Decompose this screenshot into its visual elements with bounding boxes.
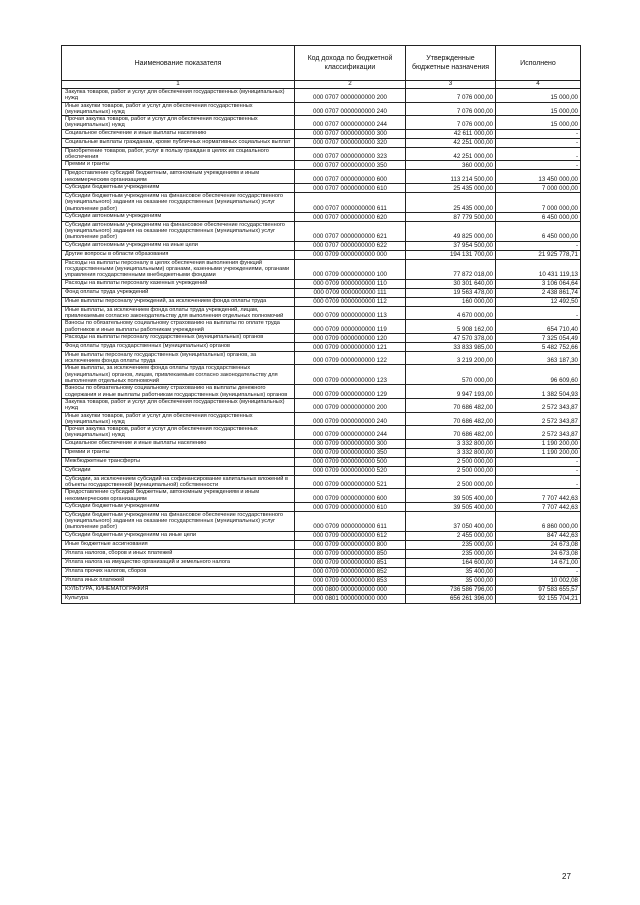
cell-approved-amount: 30 301 640,00 <box>406 279 496 288</box>
cell-income-code: 000 0709 0000000000 244 <box>295 426 406 440</box>
table-row <box>62 241 581 250</box>
cell-approved-amount: 25 435 000,00 <box>406 183 496 192</box>
cell-approved-amount: 3 332 800,00 <box>406 439 496 448</box>
table-row <box>62 306 581 320</box>
cell-executed-amount: 7 325 054,49 <box>496 333 581 342</box>
cell-income-code: 000 0709 0000000000 121 <box>295 342 406 351</box>
cell-indicator-name: Закупка товаров, работ и услуг для обеспечения государственных (муниципальных) нужд <box>62 89 295 103</box>
cell-approved-amount: 25 435 000,00 <box>406 192 496 212</box>
cell-indicator-name: КУЛЬТУРА, КИНЕМАТОГРАФИЯ <box>62 585 295 594</box>
cell-executed-amount: - <box>496 306 581 320</box>
table-row <box>62 549 581 558</box>
cell-executed-amount: 15 000,00 <box>496 116 581 130</box>
cell-approved-amount: 47 570 378,00 <box>406 333 496 342</box>
cell-executed-amount: - <box>496 457 581 466</box>
cell-executed-amount: - <box>496 475 581 489</box>
cell-approved-amount: 33 833 985,00 <box>406 342 496 351</box>
cell-approved-amount: 2 500 000,00 <box>406 457 496 466</box>
cell-approved-amount: 39 505 400,00 <box>406 489 496 503</box>
cell-indicator-name: Закупка товаров, работ и услуг для обеспечения государственных (муниципальных) нужд <box>62 398 295 412</box>
cell-indicator-name: Субсидии бюджетным учреждениям на иные цели <box>62 531 295 540</box>
cell-income-code: 000 0709 0000000000 611 <box>295 511 406 531</box>
cell-executed-amount: - <box>496 466 581 475</box>
table-row <box>62 170 581 184</box>
cell-executed-amount: 24 673,08 <box>496 549 581 558</box>
cell-indicator-name: Иные закупки товаров, работ и услуг для обеспечения государственных (муниципальных) нужд <box>62 102 295 116</box>
table-row <box>62 475 581 489</box>
cell-indicator-name: Расходы на выплаты персоналу казенных учреждений <box>62 279 295 288</box>
cell-approved-amount: 3 332 800,00 <box>406 448 496 457</box>
cell-indicator-name: Субсидии, за исключением субсидий на софинансирование капитальных вложений в объекты государственной (муниципальной) собственности <box>62 475 295 489</box>
cell-income-code: 000 0709 0000000000 851 <box>295 558 406 567</box>
cell-indicator-name: Иные бюджетные ассигнования <box>62 540 295 549</box>
table-row <box>62 129 581 138</box>
cell-indicator-name: Прочая закупка товаров, работ и услуг для обеспечения государственных (муниципальных) нужд <box>62 116 295 130</box>
table-row <box>62 531 581 540</box>
table-row <box>62 102 581 116</box>
table-row <box>62 558 581 567</box>
cell-indicator-name: Расходы на выплаты персоналу государственных (муниципальных) органов <box>62 333 295 342</box>
cell-approved-amount: 113 214 500,00 <box>406 170 496 184</box>
table-row <box>62 342 581 351</box>
cell-approved-amount: 42 251 000,00 <box>406 138 496 147</box>
cell-executed-amount: 2 572 343,87 <box>496 426 581 440</box>
cell-approved-amount: 49 825 000,00 <box>406 221 496 241</box>
cell-indicator-name: Взносы по обязательному социальному страхованию на выплаты денежного содержания и иные выплаты работникам государственных (муниципальных) органов <box>62 385 295 399</box>
cell-indicator-name: Иные выплаты, за исключением фонда оплаты труда государственных (муниципальных) органов, лицам, привлекаемым согласно законодательству для выполнения отдельных полномочий <box>62 365 295 385</box>
cell-income-code: 000 0707 0000000000 622 <box>295 241 406 250</box>
cell-approved-amount: 87 779 500,00 <box>406 212 496 221</box>
cell-approved-amount: 39 505 400,00 <box>406 502 496 511</box>
cell-approved-amount: 70 686 482,00 <box>406 426 496 440</box>
table-row <box>62 576 581 585</box>
table-row <box>62 426 581 440</box>
cell-income-code: 000 0709 0000000000 129 <box>295 385 406 399</box>
cell-income-code: 000 0707 0000000000 620 <box>295 212 406 221</box>
cell-executed-amount: 97 583 655,57 <box>496 585 581 594</box>
cell-indicator-name: Субсидии бюджетным учреждениям на финансовое обеспечение государственного (муниципального) задания на оказание государственных (муниципальных) услуг (выполнение работ) <box>62 192 295 212</box>
cell-indicator-name: Уплата налога на имущество организаций и земельного налога <box>62 558 295 567</box>
cell-income-code: 000 0707 0000000000 323 <box>295 147 406 161</box>
cell-executed-amount: 2 438 861,74 <box>496 288 581 297</box>
cell-executed-amount: 7 000 000,00 <box>496 192 581 212</box>
cell-income-code: 000 0707 0000000000 200 <box>295 89 406 103</box>
cell-executed-amount: 10 002,08 <box>496 576 581 585</box>
table-row <box>62 489 581 503</box>
table-row <box>62 259 581 279</box>
cell-indicator-name: Социальное обеспечение и иные выплаты населению <box>62 439 295 448</box>
cell-income-code: 000 0707 0000000000 621 <box>295 221 406 241</box>
cell-indicator-name: Взносы по обязательному социальному страхованию на выплаты по оплате труда работников и иные выплаты работникам учреждений <box>62 320 295 334</box>
cell-approved-amount: 70 686 482,00 <box>406 412 496 426</box>
table-row <box>62 412 581 426</box>
column-number: 1 <box>62 81 295 89</box>
cell-income-code: 000 0709 0000000000 111 <box>295 288 406 297</box>
cell-income-code: 000 0709 0000000000 000 <box>295 250 406 259</box>
cell-executed-amount: 7 707 442,63 <box>496 502 581 511</box>
table-row <box>62 448 581 457</box>
table-row <box>62 439 581 448</box>
cell-income-code: 000 0801 0000000000 000 <box>295 594 406 603</box>
table-row <box>62 333 581 342</box>
cell-approved-amount: 570 000,00 <box>406 365 496 385</box>
cell-indicator-name: Другие вопросы в области образования <box>62 250 295 259</box>
cell-approved-amount: 5 908 162,00 <box>406 320 496 334</box>
cell-income-code: 000 0709 0000000000 113 <box>295 306 406 320</box>
cell-indicator-name: Иные выплаты персоналу учреждений, за исключением фонда оплаты труда <box>62 297 295 306</box>
cell-executed-amount: - <box>496 567 581 576</box>
cell-executed-amount: 2 572 343,87 <box>496 412 581 426</box>
table-row <box>62 116 581 130</box>
cell-income-code: 000 0709 0000000000 112 <box>295 297 406 306</box>
cell-approved-amount: 360 000,00 <box>406 161 496 170</box>
cell-executed-amount: - <box>496 129 581 138</box>
cell-indicator-name: Премии и гранты <box>62 161 295 170</box>
cell-indicator-name: Субсидии автономным учреждениям <box>62 212 295 221</box>
cell-income-code: 000 0709 0000000000 520 <box>295 466 406 475</box>
cell-executed-amount: - <box>496 147 581 161</box>
cell-executed-amount: 92 155 704,21 <box>496 594 581 603</box>
table-row <box>62 351 581 365</box>
table-row <box>62 585 581 594</box>
cell-executed-amount: 12 492,50 <box>496 297 581 306</box>
table-row <box>62 297 581 306</box>
header-approved: Утвержденные бюджетные назначения <box>406 46 496 81</box>
table-row <box>62 540 581 549</box>
cell-approved-amount: 235 000,00 <box>406 540 496 549</box>
cell-executed-amount: 1 190 200,00 <box>496 439 581 448</box>
cell-indicator-name: Уплата налогов, сборов и иных платежей <box>62 549 295 558</box>
cell-income-code: 000 0709 0000000000 200 <box>295 398 406 412</box>
table-body <box>62 81 581 604</box>
cell-approved-amount: 9 947 193,00 <box>406 385 496 399</box>
cell-income-code: 000 0709 0000000000 100 <box>295 259 406 279</box>
cell-income-code: 000 0709 0000000000 800 <box>295 540 406 549</box>
cell-income-code: 000 0707 0000000000 610 <box>295 183 406 192</box>
cell-executed-amount: 7 707 442,63 <box>496 489 581 503</box>
cell-income-code: 000 0709 0000000000 110 <box>295 279 406 288</box>
cell-indicator-name: Уплата прочих налогов, сборов <box>62 567 295 576</box>
header-executed: Исполнено <box>496 46 581 81</box>
cell-indicator-name: Субсидии автономным учреждениям на иные цели <box>62 241 295 250</box>
cell-indicator-name: Субсидии <box>62 466 295 475</box>
table-row <box>62 89 581 103</box>
cell-income-code: 000 0709 0000000000 123 <box>295 365 406 385</box>
cell-approved-amount: 4 670 000,00 <box>406 306 496 320</box>
cell-approved-amount: 70 686 482,00 <box>406 398 496 412</box>
cell-approved-amount: 7 076 000,00 <box>406 89 496 103</box>
cell-indicator-name: Социальные выплаты гражданам, кроме публичных нормативных социальных выплат <box>62 138 295 147</box>
cell-approved-amount: 164 600,00 <box>406 558 496 567</box>
cell-executed-amount: 10 431 119,13 <box>496 259 581 279</box>
table-row <box>62 511 581 531</box>
table-row <box>62 192 581 212</box>
cell-executed-amount: 96 609,60 <box>496 365 581 385</box>
cell-income-code: 000 0800 0000000000 000 <box>295 585 406 594</box>
cell-executed-amount: 654 710,40 <box>496 320 581 334</box>
cell-income-code: 000 0709 0000000000 240 <box>295 412 406 426</box>
cell-indicator-name: Иные выплаты, за исключением фонда оплаты труда учреждений, лицам, привлекаемым согласно законодательству для выполнения отдельных полномочий <box>62 306 295 320</box>
table-row <box>62 567 581 576</box>
budget-execution-table <box>61 45 581 604</box>
cell-approved-amount: 37 954 500,00 <box>406 241 496 250</box>
cell-executed-amount: - <box>496 241 581 250</box>
header-income-code: Код дохода по бюджетной классификации <box>295 46 406 81</box>
cell-executed-amount: 6 860 000,00 <box>496 511 581 531</box>
table-row <box>62 385 581 399</box>
cell-indicator-name: Иные выплаты персоналу государственных (муниципальных) органов, за исключением фонда оплаты труда <box>62 351 295 365</box>
cell-executed-amount: 1 190 200,00 <box>496 448 581 457</box>
cell-executed-amount: - <box>496 161 581 170</box>
cell-income-code: 000 0709 0000000000 120 <box>295 333 406 342</box>
cell-executed-amount: 3 106 064,64 <box>496 279 581 288</box>
cell-executed-amount: 21 925 778,71 <box>496 250 581 259</box>
cell-indicator-name: Премии и гранты <box>62 448 295 457</box>
cell-income-code: 000 0707 0000000000 611 <box>295 192 406 212</box>
cell-income-code: 000 0709 0000000000 500 <box>295 457 406 466</box>
cell-approved-amount: 736 586 796,00 <box>406 585 496 594</box>
table-row <box>62 183 581 192</box>
cell-approved-amount: 2 455 000,00 <box>406 531 496 540</box>
cell-approved-amount: 19 563 478,00 <box>406 288 496 297</box>
cell-executed-amount: 847 442,63 <box>496 531 581 540</box>
cell-approved-amount: 42 251 000,00 <box>406 147 496 161</box>
cell-income-code: 000 0709 0000000000 521 <box>295 475 406 489</box>
cell-indicator-name: Фонд оплаты труда государственных (муниципальных) органов <box>62 342 295 351</box>
cell-approved-amount: 656 261 396,00 <box>406 594 496 603</box>
column-number-row <box>62 81 581 89</box>
table-row <box>62 221 581 241</box>
cell-income-code: 000 0709 0000000000 350 <box>295 448 406 457</box>
cell-indicator-name: Предоставление субсидий бюджетным, автономным учреждениям и иным некоммерческим организациям <box>62 489 295 503</box>
cell-approved-amount: 42 611 000,00 <box>406 129 496 138</box>
cell-executed-amount: 24 673,08 <box>496 540 581 549</box>
cell-indicator-name: Уплата иных платежей <box>62 576 295 585</box>
table-row <box>62 320 581 334</box>
cell-income-code: 000 0709 0000000000 853 <box>295 576 406 585</box>
cell-approved-amount: 7 076 000,00 <box>406 116 496 130</box>
cell-indicator-name: Предоставление субсидий бюджетным, автономным учреждениям и иным некоммерческим организациям <box>62 170 295 184</box>
table-row <box>62 279 581 288</box>
cell-income-code: 000 0707 0000000000 300 <box>295 129 406 138</box>
cell-executed-amount: 6 450 000,00 <box>496 212 581 221</box>
cell-indicator-name: Субсидии автономным учреждениям на финансовое обеспечение государственного (муниципального) задания на оказание государственных (муниципальных) услуг (выполнение работ) <box>62 221 295 241</box>
cell-executed-amount: 15 000,00 <box>496 102 581 116</box>
cell-executed-amount: 15 000,00 <box>496 89 581 103</box>
cell-approved-amount: 235 000,00 <box>406 549 496 558</box>
table-row <box>62 594 581 603</box>
cell-indicator-name: Субсидии бюджетным учреждениям <box>62 183 295 192</box>
cell-income-code: 000 0709 0000000000 300 <box>295 439 406 448</box>
cell-approved-amount: 2 500 000,00 <box>406 475 496 489</box>
cell-executed-amount: 7 000 000,00 <box>496 183 581 192</box>
cell-income-code: 000 0709 0000000000 600 <box>295 489 406 503</box>
cell-indicator-name: Межбюджетные трансферты <box>62 457 295 466</box>
cell-executed-amount: 2 572 343,87 <box>496 398 581 412</box>
header-indicator-name: Наименование показателя <box>62 46 295 81</box>
table-row <box>62 250 581 259</box>
cell-indicator-name: Иные закупки товаров, работ и услуг для обеспечения государственных (муниципальных) нужд <box>62 412 295 426</box>
cell-income-code: 000 0709 0000000000 852 <box>295 567 406 576</box>
cell-indicator-name: Субсидии бюджетным учреждениям на финансовое обеспечение государственного (муниципального) задания на оказание государственных (муниципальных) услуг (выполнение работ) <box>62 511 295 531</box>
column-number: 4 <box>496 81 581 89</box>
cell-income-code: 000 0707 0000000000 350 <box>295 161 406 170</box>
cell-indicator-name: Субсидии бюджетным учреждениям <box>62 502 295 511</box>
table-header-row <box>62 46 581 81</box>
cell-income-code: 000 0707 0000000000 244 <box>295 116 406 130</box>
cell-income-code: 000 0709 0000000000 612 <box>295 531 406 540</box>
cell-executed-amount: 13 450 000,00 <box>496 170 581 184</box>
cell-indicator-name: Фонд оплаты труда учреждений <box>62 288 295 297</box>
table-row <box>62 138 581 147</box>
cell-indicator-name: Расходы на выплаты персоналу в целях обеспечения выполнения функций государственными (муниципальными) органами, казенными учреждениями, органами управления государственными внебюджетными фондами <box>62 259 295 279</box>
table-row <box>62 502 581 511</box>
cell-approved-amount: 194 131 700,00 <box>406 250 496 259</box>
cell-approved-amount: 160 000,00 <box>406 297 496 306</box>
table-row <box>62 212 581 221</box>
cell-approved-amount: 37 050 400,00 <box>406 511 496 531</box>
cell-approved-amount: 77 872 018,00 <box>406 259 496 279</box>
cell-indicator-name: Культура <box>62 594 295 603</box>
cell-income-code: 000 0709 0000000000 119 <box>295 320 406 334</box>
cell-executed-amount: 363 187,30 <box>496 351 581 365</box>
cell-approved-amount: 3 219 200,00 <box>406 351 496 365</box>
cell-approved-amount: 35 400,00 <box>406 567 496 576</box>
table-row <box>62 161 581 170</box>
page-number: 27 <box>562 872 571 881</box>
cell-executed-amount: - <box>496 138 581 147</box>
cell-income-code: 000 0707 0000000000 240 <box>295 102 406 116</box>
table-row <box>62 365 581 385</box>
cell-income-code: 000 0709 0000000000 122 <box>295 351 406 365</box>
column-number: 2 <box>295 81 406 89</box>
cell-indicator-name: Социальное обеспечение и иные выплаты населению <box>62 129 295 138</box>
cell-income-code: 000 0707 0000000000 600 <box>295 170 406 184</box>
cell-approved-amount: 2 500 000,00 <box>406 466 496 475</box>
table-row <box>62 398 581 412</box>
cell-executed-amount: 1 382 504,93 <box>496 385 581 399</box>
cell-indicator-name: Прочая закупка товаров, работ и услуг для обеспечения государственных (муниципальных) нужд <box>62 426 295 440</box>
column-number: 3 <box>406 81 496 89</box>
table-row <box>62 147 581 161</box>
cell-indicator-name: Приобретение товаров, работ, услуг в пользу граждан в целях их социального обеспечения <box>62 147 295 161</box>
cell-executed-amount: 5 482 752,66 <box>496 342 581 351</box>
cell-approved-amount: 35 000,00 <box>406 576 496 585</box>
cell-income-code: 000 0709 0000000000 850 <box>295 549 406 558</box>
cell-executed-amount: 6 450 000,00 <box>496 221 581 241</box>
table-row <box>62 466 581 475</box>
table-row <box>62 288 581 297</box>
cell-approved-amount: 7 076 000,00 <box>406 102 496 116</box>
cell-executed-amount: 14 671,00 <box>496 558 581 567</box>
cell-income-code: 000 0709 0000000000 610 <box>295 502 406 511</box>
table-row <box>62 457 581 466</box>
cell-income-code: 000 0707 0000000000 320 <box>295 138 406 147</box>
